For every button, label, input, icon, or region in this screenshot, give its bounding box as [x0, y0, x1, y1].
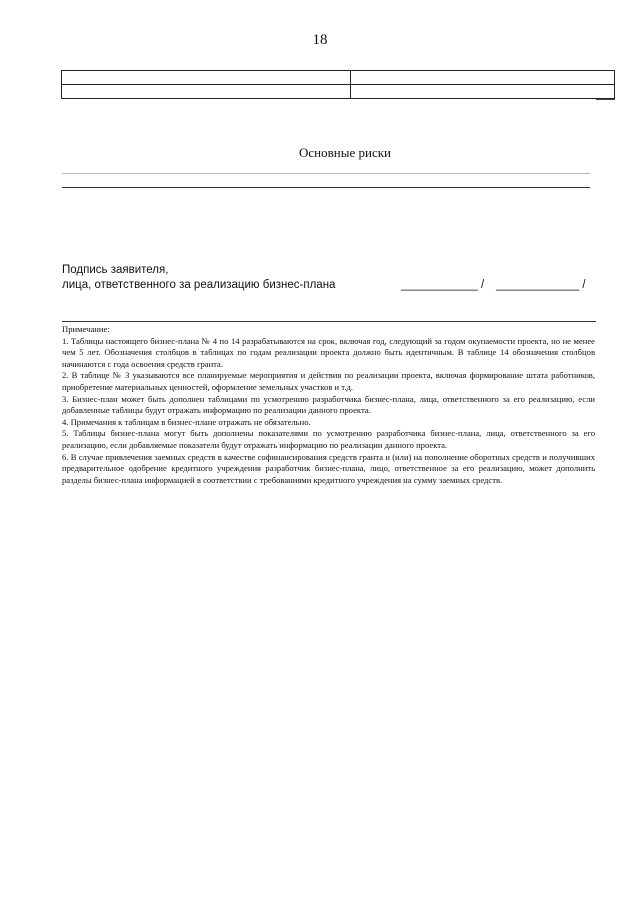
notes-rule	[62, 321, 596, 322]
table-row	[62, 85, 615, 99]
risks-line-2	[62, 187, 590, 188]
table-row	[62, 71, 615, 85]
note-item: 4. Примечания к таблицам в бизнес-плане отражать не обязательно.	[62, 416, 311, 427]
signature-label-1: Подпись заявителя,	[62, 264, 169, 276]
table-cell	[62, 85, 351, 99]
note-item: 1. Таблицы настоящего бизнес-плана № 4 по 14 разрабатываются на срок, включая год, следующий за годом окупаемости проекта, но не менее чем 5 лет. Обозначения столбцов в таблицах по годам реализации проекта должно быть идентичным. В таблице 14 обозначения столбцов начинаются с года освоения средств гранта.	[62, 335, 595, 369]
section-title: Основные риски	[299, 145, 391, 160]
signature-name-blank: _____________ /	[496, 279, 586, 291]
notes-block	[62, 324, 595, 486]
note-item: 2. В таблице № 3 указываются все планируемые мероприятия и действия по реализации проекта, включая формирование штата работников, приобретение материальных ценностей, оформление земельных участков и т.д.	[62, 370, 595, 392]
risks-line-1	[62, 173, 590, 174]
table-cell	[351, 85, 615, 99]
table-cell	[62, 71, 351, 85]
notes-heading: Примечание:	[62, 324, 110, 334]
note-item: 3. Бизнес-план может быть дополнен таблицами по усмотрению разработчика бизнес-плана, лица, ответственного за его реализацию, если добавленные таблицы будут отражать информацию по реализации данного проекта.	[62, 393, 595, 416]
table-remainder	[61, 70, 615, 99]
signature-blank: ____________ /	[401, 279, 485, 291]
page-number: 18	[312, 32, 328, 48]
table-tail-line	[596, 99, 615, 100]
note-item: 5. Таблицы бизнес-плана могут быть дополнены показателями по усмотрению разработчика бизнес-плана, лица, ответственного за его реализацию, если добавляемые показатели будут отражать информацию по реализации данного проекта.	[62, 428, 595, 450]
note-item: 6. В случае привлечения заемных средств в качестве софинансирования средств гранта и (или) на пополнение оборотных средств и получивших предварительное одобрение кредитного учреждения разработчик бизнес-плана, лицо, ответственное за его реализацию, может дополнить разделы бизнес-плана информацией в соответствии с требованиями кредитного учреждения на сумму заемных средств.	[62, 451, 595, 485]
signature-label-2: лица, ответственного за реализацию бизнес-плана	[62, 279, 336, 291]
table-cell	[351, 71, 615, 85]
